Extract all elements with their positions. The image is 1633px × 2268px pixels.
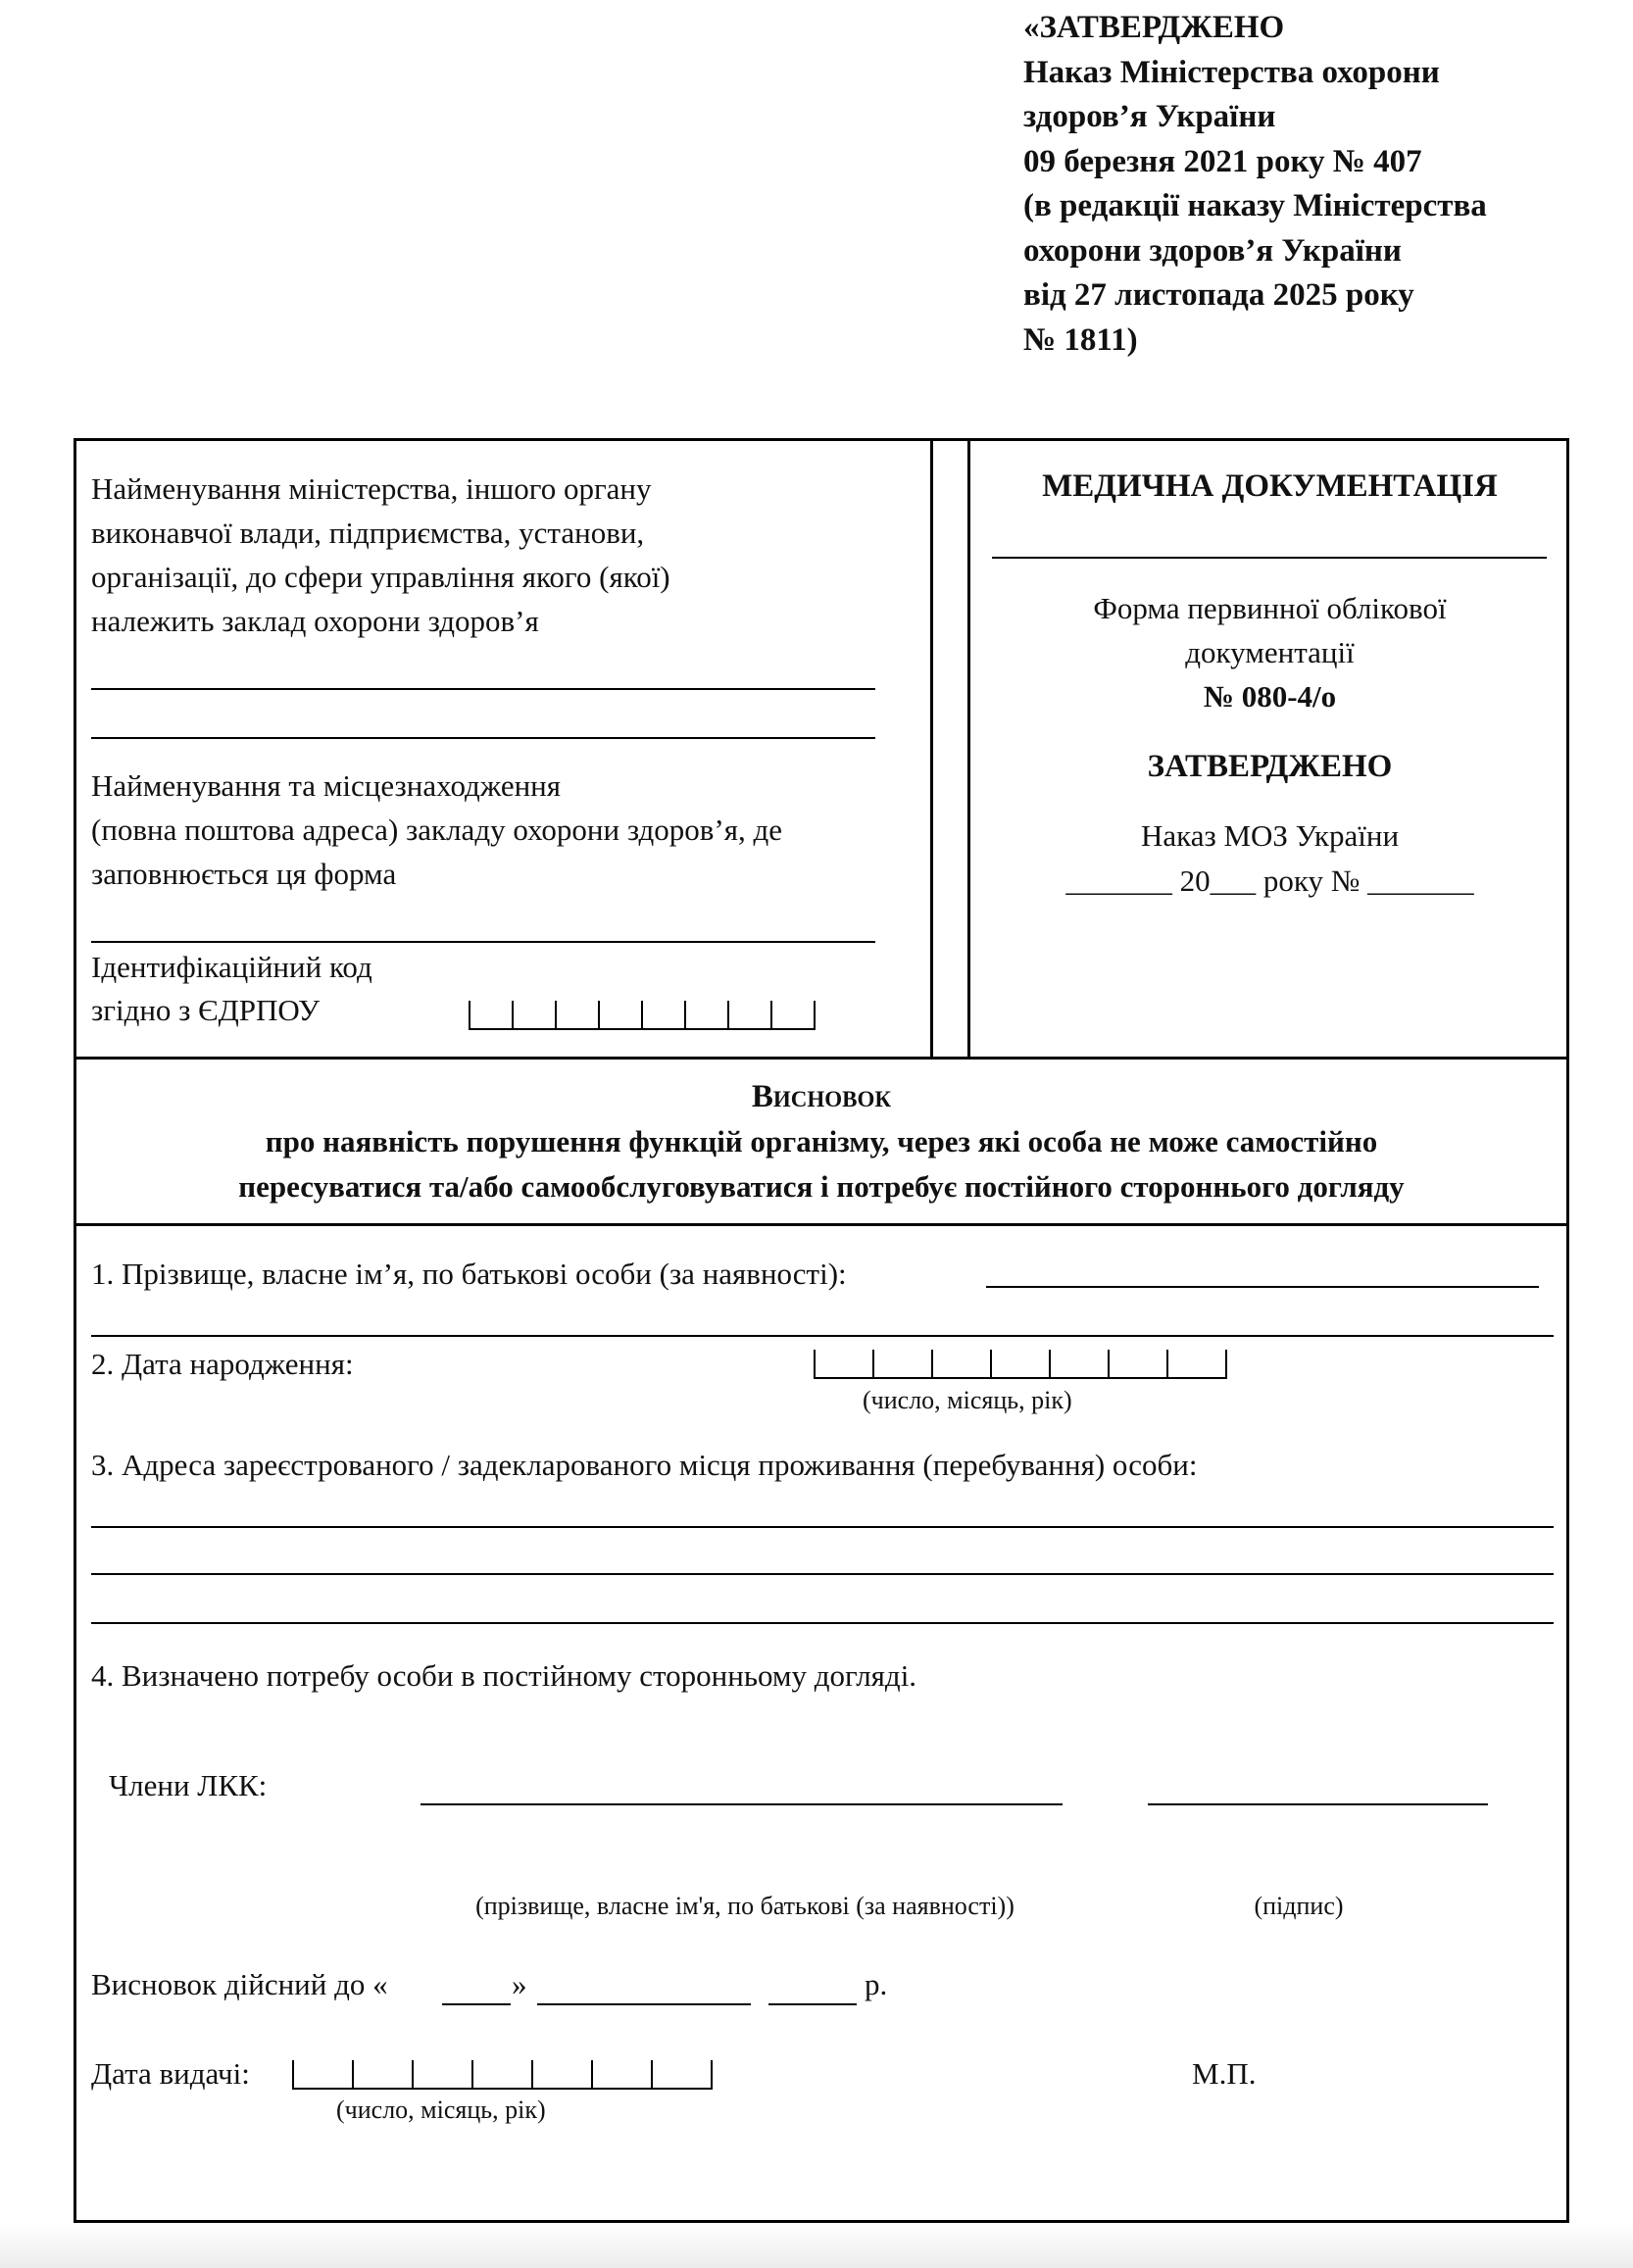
approval-line: охорони здоров’я України: [1023, 232, 1402, 269]
ministry-input-line[interactable]: [91, 688, 875, 690]
valid-until-prefix: Висновок дійсний до «: [91, 1967, 388, 2001]
order-line[interactable]: _______ 20___ року № _______: [1065, 863, 1474, 898]
commission-members-label: Члени ЛКК:: [109, 1768, 268, 1802]
issue-date-boxes[interactable]: [292, 2060, 713, 2090]
approval-line: Наказ Міністерства охорони: [1023, 54, 1440, 90]
name-input-line[interactable]: [91, 1335, 1554, 1337]
approved-label: ЗАТВЕРДЖЕНО: [1147, 749, 1393, 784]
ministry-input-line[interactable]: [91, 737, 875, 739]
ministry-label: виконавчої влади, підприємства, установи,: [91, 516, 645, 550]
approval-line: 09 березня 2021 року № 407: [1023, 143, 1422, 179]
approval-block: [1023, 6, 1611, 363]
page-bottom-shade: [0, 2223, 1633, 2268]
name-input-line[interactable]: [986, 1286, 1539, 1288]
header-divider: [930, 438, 933, 1059]
member-name-hint: (прізвище, власне ім'я, по батькові (за наявності)): [475, 1892, 1014, 1920]
stamp-placeholder: М.П.: [1192, 2056, 1257, 2091]
form-label: документації: [1185, 635, 1355, 669]
conclusion-subtitle: про наявність порушення функцій організму, через які особа не може самостійно: [265, 1124, 1378, 1159]
member-name-input-line[interactable]: [421, 1803, 1063, 1805]
conclusion-title: Висновок: [751, 1079, 892, 1114]
edrpou-code-boxes[interactable]: [469, 1001, 816, 1030]
section-divider: [74, 1223, 1569, 1226]
valid-until-month-line[interactable]: [537, 2003, 751, 2005]
issue-date-label: Дата видачі:: [91, 2056, 250, 2091]
edrpou-label: згідно з ЄДРПОУ: [91, 993, 321, 1027]
facility-label: заповнюється ця форма: [91, 857, 397, 891]
issue-date-hint: (число, місяць, рік): [336, 2095, 546, 2124]
address-input-line[interactable]: [91, 1573, 1554, 1575]
form-label: Форма первинної облікової: [1093, 591, 1447, 625]
facility-label: (повна поштова адреса) закладу охорони здоров’я, де: [91, 813, 783, 847]
ministry-label: Найменування міністерства, іншого органу: [91, 471, 652, 506]
valid-until-quote: »: [512, 1967, 527, 2001]
name-label: 1. Прізвище, власне ім’я, по батькові особи (за наявності):: [91, 1257, 847, 1291]
section-divider: [74, 1057, 1569, 1060]
address-label: 3. Адреса зареєстрованого / задекларованого місця проживання (перебування) особи:: [91, 1448, 1198, 1482]
valid-until-year-line[interactable]: [768, 2003, 857, 2005]
ministry-label: організації, до сфери управління якого (якої): [91, 560, 670, 594]
form-number: № 080-4/о: [1203, 679, 1337, 714]
valid-until-day-line[interactable]: [442, 2003, 511, 2005]
facility-label: Найменування та місцезнаходження: [91, 768, 562, 803]
member-signature-hint: (підпис): [1254, 1892, 1344, 1920]
birth-date-label: 2. Дата народження:: [91, 1347, 354, 1381]
approval-line: здоров’я України: [1023, 99, 1276, 134]
birth-date-boxes[interactable]: [814, 1350, 1227, 1379]
approval-line: (в редакції наказу Міністерства: [1023, 188, 1487, 223]
order-label: Наказ МОЗ України: [1140, 818, 1400, 853]
address-input-line[interactable]: [91, 1622, 1554, 1624]
facility-input-line[interactable]: [91, 941, 875, 943]
approval-line: від 27 листопада 2025 року: [1023, 277, 1414, 313]
title-underline: [992, 557, 1547, 559]
ministry-label: належить заклад охорони здоров’я: [91, 604, 539, 638]
birth-date-hint: (число, місяць, рік): [863, 1386, 1072, 1414]
address-input-line[interactable]: [91, 1526, 1554, 1528]
approval-line: № 1811): [1023, 321, 1138, 358]
year-suffix: р.: [865, 1967, 888, 2001]
approval-line: «ЗАТВЕРДЖЕНО: [1023, 10, 1285, 45]
medical-documentation-title: МЕДИЧНА ДОКУМЕНТАЦІЯ: [1042, 468, 1498, 504]
member-signature-line[interactable]: [1148, 1803, 1488, 1805]
care-need-statement: 4. Визначено потребу особи в постійному сторонньому догляді.: [91, 1658, 917, 1693]
edrpou-label: Ідентифікаційний код: [91, 950, 372, 984]
conclusion-subtitle: пересуватися та/або самообслуговуватися і потребує постійного стороннього догляду: [238, 1169, 1405, 1204]
